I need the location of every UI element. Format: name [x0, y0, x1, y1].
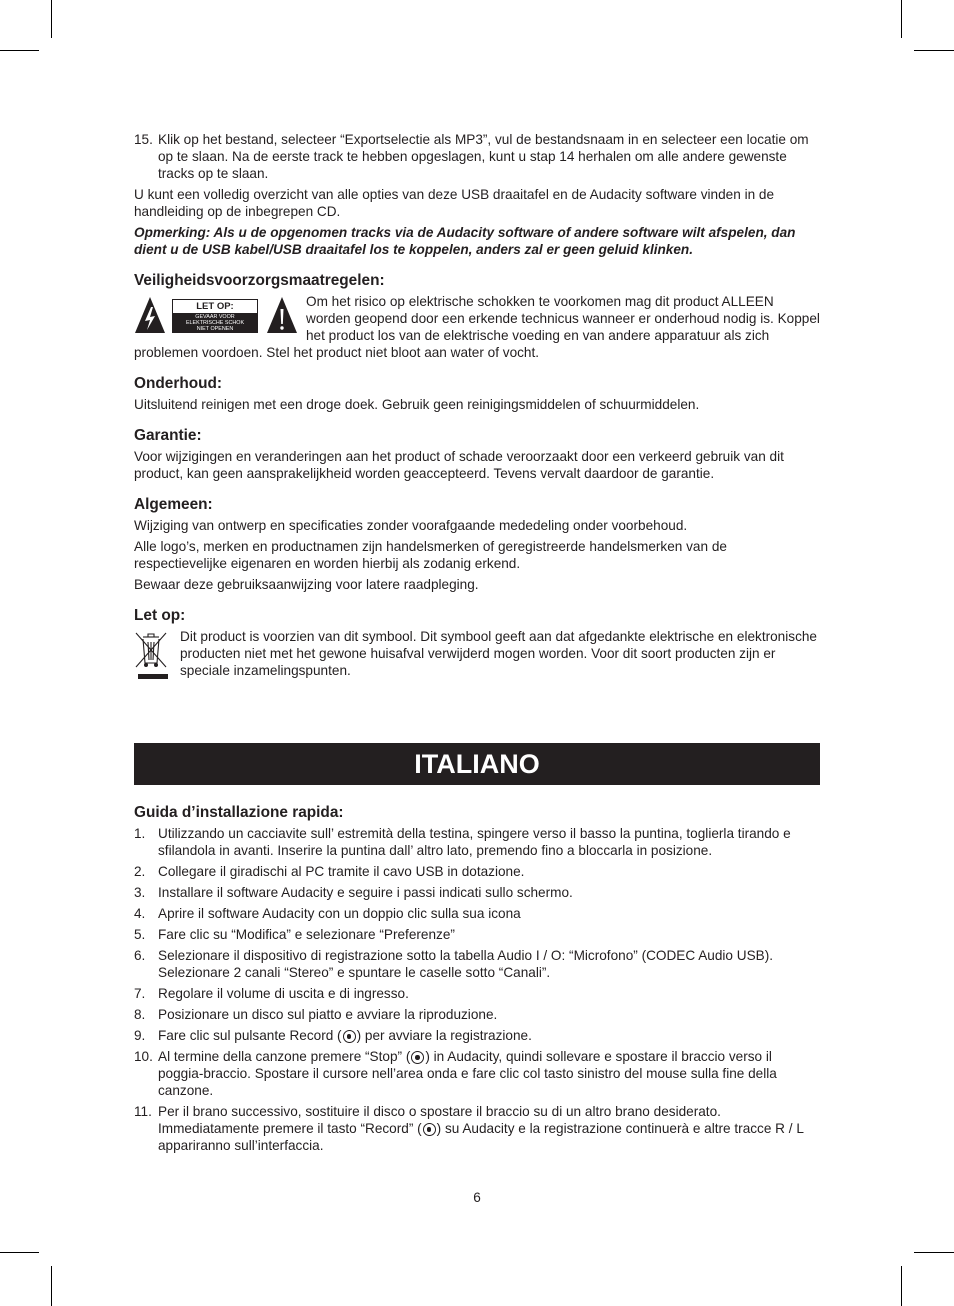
- list-number: 2.: [134, 864, 146, 879]
- record-icon: [343, 1030, 356, 1043]
- crop-mark: [901, 1266, 902, 1306]
- list-text: Installare il software Audacity e seguire i passi indicati sullo schermo.: [158, 885, 573, 900]
- list-text: Per il brano successivo, sostituire il disco o spostare il braccio su di un altro brano desiderato. Immediatamente premere il tasto “Record” ( ) su Audacity e la registrazione continuerà e altre tracce R / L appariranno sull’interfaccia.: [158, 1104, 804, 1153]
- list-number: 7.: [134, 986, 146, 1001]
- list-number: 5.: [134, 927, 146, 942]
- crop-mark: [901, 0, 902, 38]
- crop-mark: [0, 50, 39, 51]
- list-text: Selezionare il dispositivo di registrazione sotto la tabella Audio I / O: “Microfono” (CODEC Audio USB). Selezionare 2 canali “Stereo” e spuntare le caselle sotto “Canali”.: [158, 948, 774, 980]
- warning-label-title: LET OP:: [173, 300, 257, 313]
- italian-section: [134, 803, 820, 1158]
- list-text: Utilizzando un cacciavite sull’ estremità della testina, spingere verso il basso la puntina, toglierla tirando e sfilandola in avanti. Inserire la puntina dall’ altro lato, premendo fino a bloccarla in posizione.: [158, 826, 791, 858]
- record-icon: [423, 1123, 436, 1136]
- list-number: 1.: [134, 826, 146, 841]
- list-text: Aprire il software Audacity con un doppio clic sulla sua icona: [158, 906, 521, 921]
- list-number: 3.: [134, 885, 146, 900]
- list-item: [134, 1048, 820, 1099]
- page-number: 6: [473, 1190, 481, 1205]
- list-item: [134, 926, 820, 943]
- list-number: 15.: [134, 132, 153, 147]
- list-item: [134, 1103, 820, 1154]
- list-text: Regolare il volume di uscita e di ingresso.: [158, 986, 409, 1001]
- warranty-heading: Garantie:: [134, 427, 202, 444]
- list-text: Collegare il giradischi al PC tramite il cavo USB in dotazione.: [158, 864, 525, 879]
- list-text: Fare clic su “Modifica” e selezionare “Preferenze”: [158, 927, 455, 942]
- crop-mark: [914, 50, 954, 51]
- crossed-bin-icon: [134, 630, 168, 680]
- safety-text: Om het risico op elektrische schokken te voorkomen mag dit product ALLEEN worden geopend door een erkende technicus wanneer er onderhoud nodig is. Koppel het product los van de elektrische voeding en van andere apparatuur als zich problemen voordoen. Stel het product niet bloot aan water of vocht.: [134, 294, 820, 360]
- list-text: Posizionare un disco sul piatto e avviare la riproduzione.: [158, 1007, 498, 1022]
- list-item: [134, 884, 820, 901]
- note-paragraph: Opmerking: Als u de opgenomen tracks via de Audacity software of andere software wilt afspelen, dan dient u de USB kabel/USB draaitafel los te koppelen, anders zal er geen geluid klinken.: [134, 225, 796, 257]
- list-item: [134, 1027, 820, 1044]
- general-text-2: Alle logo’s, merken en productnamen zijn handelsmerken of geregistreerde handelsmerken van de respectievelijke eigenaren en worden hierbij als zodanig erkend.: [134, 539, 727, 571]
- list-item: [134, 905, 820, 922]
- general-text-3: Bewaar deze gebruiksaanwijzing voor latere raadpleging.: [134, 577, 479, 592]
- maintenance-heading: Onderhoud:: [134, 375, 223, 392]
- exclamation-warning-icon: [266, 296, 298, 334]
- crop-mark: [0, 1252, 39, 1253]
- list-item: [134, 863, 820, 880]
- list-item: [134, 947, 820, 981]
- list-number: 6.: [134, 948, 146, 963]
- quick-install-heading: Guida d’installazione rapida:: [134, 804, 344, 821]
- safety-block: [134, 293, 820, 361]
- dutch-section: [134, 131, 820, 680]
- warning-label-text: GEVAAR VOOR ELEKTRISCHE SCHOK NIET OPENEN: [185, 314, 245, 333]
- list-text: Al termine della canzone premere “Stop” ( ) in Audacity, quindi sollevare e spostare il braccio verso il poggia-braccio. Spostare il cursore nell’area onda e fare clic col tasto sinistro del mouse sulla fine della canzone.: [158, 1049, 777, 1098]
- list-number: 11.: [134, 1104, 152, 1119]
- list-item: [134, 985, 820, 1002]
- list-text: Klik op het bestand, selecteer “Exportselectie als MP3”, vul de bestandsnaam in en selecteer een locatie om op te slaan. Na de eerste track te hebben opgeslagen, kunt u stap 14 herhalen om alle andere gewenste tracks op te slaan.: [158, 132, 809, 181]
- general-text-1: Wijziging van ontwerp en specificaties zonder voorafgaande mededeling onder voorbehoud.: [134, 518, 688, 533]
- list-number: 8.: [134, 1007, 146, 1022]
- safety-heading: Veiligheidsvoorzorgsmaatregelen:: [134, 272, 385, 289]
- list-number: 4.: [134, 906, 146, 921]
- stop-icon: [411, 1051, 424, 1064]
- overview-paragraph: U kunt een volledig overzicht van alle opties van deze USB draaitafel en de Audacity software vinden in de handleiding op de inbegrepen CD.: [134, 187, 775, 219]
- general-heading: Algemeen:: [134, 496, 213, 513]
- list-number: 9.: [134, 1028, 146, 1043]
- list-item: [134, 825, 820, 859]
- maintenance-text: Uitsluitend reinigen met een droge doek. Gebruik geen reinigingsmiddelen of schuurmiddelen.: [134, 397, 700, 412]
- attention-heading: Let op:: [134, 607, 186, 624]
- list-text: Fare clic sul pulsante Record ( ) per avviare la registrazione.: [158, 1028, 532, 1043]
- warranty-text: Voor wijzigingen en veranderingen aan het product of schade veroorzaakt door een verkeerd gebruik van dit product, kan geen aansprakelijkheid worden geaccepteerd. Tevens vervalt daardoor de garantie.: [134, 449, 784, 481]
- list-item: [134, 131, 820, 182]
- step-list: [134, 825, 820, 1023]
- weee-text: Dit product is voorzien van dit symbool. Dit symbool geeft aan dat afgedankte elektrische en elektronische producten niet met het gewone huisafval verwijderd mogen worden. Voor dit soort producten zijn er speciale inzamelingspunten.: [180, 629, 817, 678]
- warning-label-box: [172, 299, 258, 333]
- crop-mark: [51, 0, 52, 38]
- weee-block: [134, 628, 820, 680]
- warning-labels: [134, 296, 300, 334]
- crop-mark: [914, 1252, 954, 1253]
- list-number: 10.: [134, 1049, 153, 1064]
- crop-mark: [51, 1266, 52, 1306]
- language-banner: ITALIANO: [134, 743, 820, 785]
- list-item: [134, 1006, 820, 1023]
- lightning-warning-icon: [134, 296, 166, 334]
